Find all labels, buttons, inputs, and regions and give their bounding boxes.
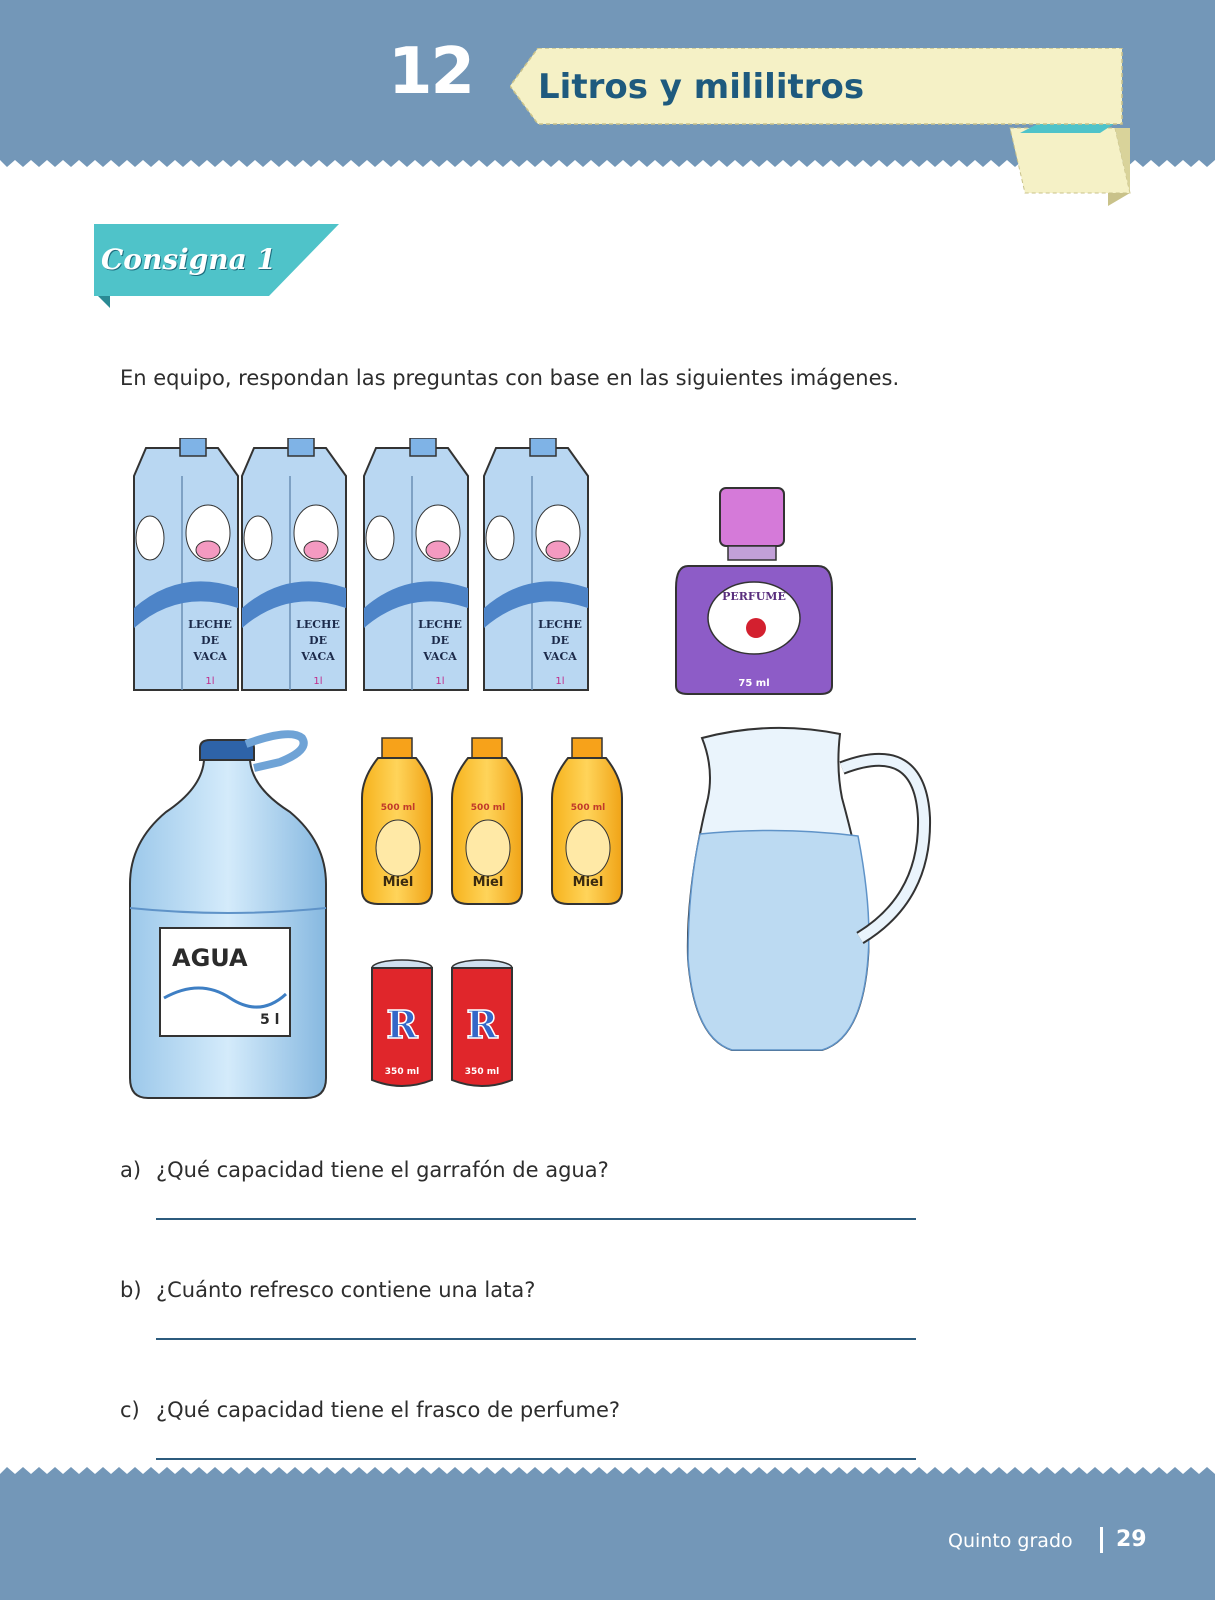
question-a (120, 1158, 609, 1182)
svg-text:PERFUME: PERFUME (722, 590, 786, 603)
svg-text:DE: DE (309, 634, 327, 647)
svg-text:500 ml: 500 ml (570, 803, 606, 813)
svg-text:VACA: VACA (193, 650, 227, 663)
question-letter: b) (120, 1278, 142, 1302)
svg-text:1l: 1l (435, 676, 445, 687)
honey-bottle (362, 738, 432, 904)
honey-bottle (552, 738, 622, 904)
soda-can (372, 960, 432, 1086)
svg-text:1l: 1l (313, 676, 323, 687)
lesson-title: Litros y mililitros (538, 67, 865, 107)
milk-carton (242, 438, 346, 690)
svg-text:75 ml: 75 ml (738, 678, 770, 689)
svg-text:R: R (466, 1002, 498, 1047)
svg-text:DE: DE (551, 634, 569, 647)
svg-text:5 l: 5 l (260, 1012, 280, 1028)
question-text: ¿Qué capacidad tiene el frasco de perfume? (156, 1398, 621, 1422)
question-c (120, 1398, 620, 1422)
soda-can (452, 960, 512, 1086)
answer-line-a[interactable] (156, 1218, 916, 1220)
question-text: ¿Cuánto refresco contiene una lata? (156, 1278, 536, 1302)
question-letter: a) (120, 1158, 142, 1182)
svg-text:1l: 1l (205, 676, 215, 687)
answer-line-c[interactable] (156, 1458, 916, 1460)
page-number: 29 (1116, 1527, 1147, 1552)
svg-text:R: R (386, 1002, 418, 1047)
lesson-number: 12 (388, 35, 474, 109)
svg-text:1l: 1l (555, 676, 565, 687)
answer-line-b[interactable] (156, 1338, 916, 1340)
svg-text:500 ml: 500 ml (470, 803, 506, 813)
svg-text:Miel: Miel (472, 875, 504, 890)
consigna-label: Consigna 1 (101, 243, 277, 276)
svg-text:VACA: VACA (543, 650, 577, 663)
footer-separator (1100, 1527, 1103, 1553)
svg-text:350 ml: 350 ml (384, 1067, 420, 1077)
footer-zigzag-edge (0, 1467, 1215, 1481)
svg-text:VACA: VACA (301, 650, 335, 663)
svg-text:LECHE: LECHE (188, 618, 232, 631)
svg-text:Miel: Miel (382, 875, 414, 890)
water-jug (130, 734, 326, 1098)
svg-text:DE: DE (201, 634, 219, 647)
milk-carton (484, 438, 588, 690)
svg-text:LECHE: LECHE (418, 618, 462, 631)
svg-text:AGUA: AGUA (172, 944, 248, 972)
svg-text:500 ml: 500 ml (380, 803, 416, 813)
svg-text:Miel: Miel (572, 875, 604, 890)
milk-carton (364, 438, 468, 690)
svg-text:VACA: VACA (423, 650, 457, 663)
footer-grade: Quinto grado (948, 1530, 1073, 1552)
glass-pitcher (688, 728, 924, 1050)
svg-text:LECHE: LECHE (296, 618, 340, 631)
containers-illustration (120, 438, 940, 1108)
instructions-text: En equipo, respondan las preguntas con base en las siguientes imágenes. (120, 366, 900, 390)
svg-text:DE: DE (431, 634, 449, 647)
question-text: ¿Qué capacidad tiene el garrafón de agua? (156, 1158, 609, 1182)
perfume-bottle (676, 488, 832, 694)
svg-text:LECHE: LECHE (538, 618, 582, 631)
svg-text:350 ml: 350 ml (464, 1067, 500, 1077)
honey-bottle (452, 738, 522, 904)
question-letter: c) (120, 1398, 140, 1422)
milk-carton (134, 438, 238, 690)
question-b (120, 1278, 535, 1302)
